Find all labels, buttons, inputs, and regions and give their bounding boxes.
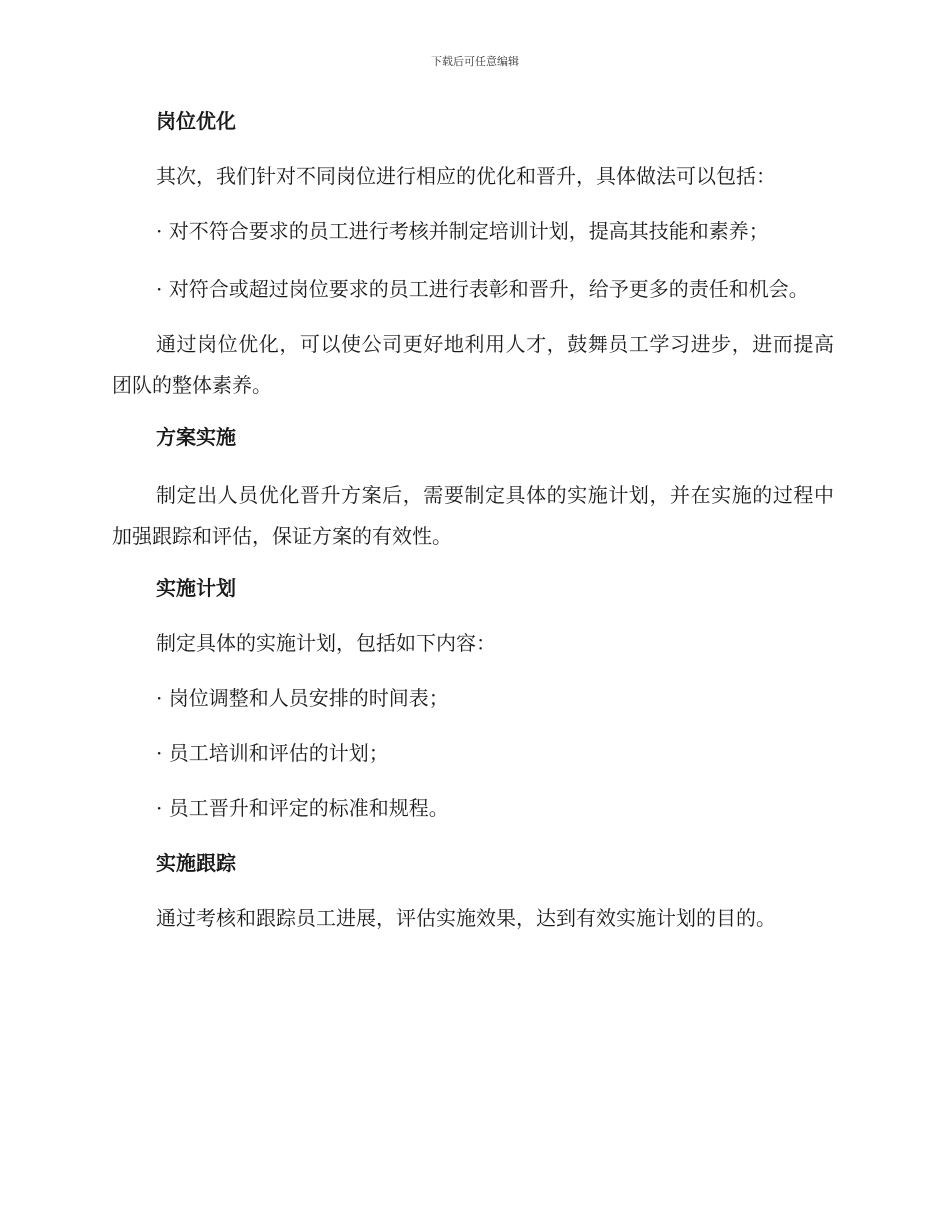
bullet-item: · 岗位调整和人员安排的时间表； [156,686,449,710]
bullet-item: · 员工晋升和评定的标准和规程。 [156,796,449,820]
section-heading-implementation-plan: 实施计划 [156,576,236,600]
section-body-paragraph: 制定出人员优化晋升方案后，需要制定具体的实施计划，并在实施的过程中加强跟踪和评估，保证方案的有效性。 [112,483,834,548]
document-body [112,104,834,956]
bullet-item: · 对不符合要求的员工进行考核并制定培训计划，提高其技能和素养； [156,219,769,243]
bullet-item: · 对符合或超过岗位要求的员工进行表彰和晋升，给予更多的责任和机会。 [156,277,809,301]
section-body-paragraph: 通过考核和跟踪员工进展，评估实施效果，达到有效实施计划的目的。 [156,906,776,930]
section-conclusion-paragraph: 通过岗位优化，可以使公司更好地利用人才，鼓舞员工学习进步，进而提高团队的整体素养。 [112,332,834,397]
bullet-item: · 员工培训和评估的计划； [156,741,389,765]
section-heading-position-optimization: 岗位优化 [156,109,236,133]
section-intro-paragraph: 制定具体的实施计划，包括如下内容： [156,631,496,655]
section-heading-plan-implementation: 方案实施 [156,425,236,449]
page-header-note: 下载后可任意编辑 [431,55,519,68]
section-heading-implementation-tracking: 实施跟踪 [156,851,236,875]
section-intro-paragraph: 其次，我们针对不同岗位进行相应的优化和晋升，具体做法可以包括： [156,164,776,188]
